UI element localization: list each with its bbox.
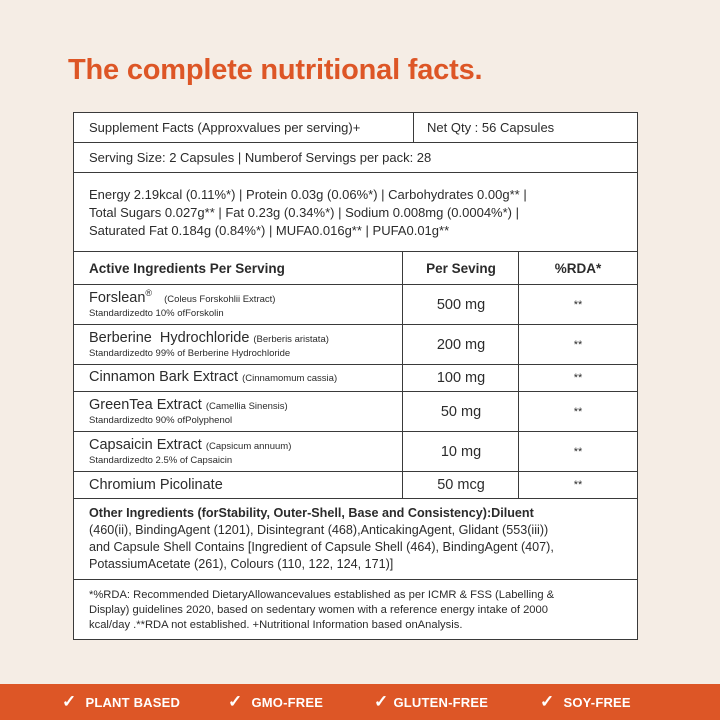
check-icon: ✓ xyxy=(374,692,389,711)
ingredient-name: Chromium Picolinate xyxy=(89,477,223,493)
nutrition-line: Total Sugars 0.027g** | Fat 0.23g (0.34%*) | Sodium 0.008mg (0.0004%*) | xyxy=(89,205,519,220)
ingredients-header-row xyxy=(74,252,637,285)
ingredient-rda: ** xyxy=(573,338,583,351)
other-ingredients-row xyxy=(74,499,637,580)
page-title: The complete nutritional facts. xyxy=(68,54,483,86)
divider xyxy=(413,113,414,142)
ingredient-amount: 500 mg xyxy=(436,296,486,313)
check-icon: ✓ xyxy=(540,692,555,711)
ingredient-row xyxy=(74,285,637,325)
footnote-line: *%RDA: Recommended DietaryAllowancevalues established as per ICMR & FSS (Labelling & xyxy=(89,588,555,601)
check-icon: ✓ xyxy=(62,692,77,711)
ingredient-name: Cinnamon Bark Extract xyxy=(89,369,239,385)
ingredient-amount: 50 mg xyxy=(440,403,482,420)
ingredient-name: GreenTea Extract xyxy=(89,396,202,413)
ingredient-standardization: Standardizedto 90% ofPolyphenol xyxy=(89,414,233,426)
column-header-rda: %RDA* xyxy=(554,260,602,276)
badge-label: SOY-FREE xyxy=(563,694,631,710)
ingredient-scientific-name: (Berberis aristata) xyxy=(253,333,329,345)
nutrition-info xyxy=(89,186,527,240)
ingredient-rda: ** xyxy=(573,479,583,491)
ingredient-row xyxy=(74,392,637,432)
badge-gluten-free xyxy=(374,684,488,720)
badge-label: GLUTEN-FREE xyxy=(393,694,489,710)
check-icon: ✓ xyxy=(228,692,243,711)
footnote xyxy=(89,588,554,633)
ingredient-scientific-name: (Capsicum annuum) xyxy=(205,440,292,452)
badge-plant-based xyxy=(62,684,180,720)
net-qty: Net Qty : 56 Capsules xyxy=(427,120,555,135)
footnote-row xyxy=(74,580,637,640)
ingredient-scientific-name: (Cinnamomum cassia) xyxy=(242,373,338,384)
features-band xyxy=(0,684,720,720)
badge-label: PLANT BASED xyxy=(85,694,181,710)
ingredient-rda: ** xyxy=(573,298,583,311)
ingredient-standardization: Standardizedto 2.5% of Capsaicin xyxy=(89,454,233,466)
other-ingredients-label: Other Ingredients (forStability, Outer-Shell, Base and Consistency):Diluent xyxy=(89,506,534,520)
facts-header-row xyxy=(74,113,637,143)
other-ingredients-line: PotassiumAcetate (261), Colours (110, 122, 124, 171)] xyxy=(89,557,394,571)
other-ingredients xyxy=(89,505,554,573)
other-ingredients-line: (460(ii), BindingAgent (1201), Disintegrant (468),AnticakingAgent, Glidant (553(iii)) xyxy=(89,523,549,537)
ingredient-amount: 10 mg xyxy=(440,443,482,460)
ingredient-scientific-name: (Camellia Sinensis) xyxy=(205,400,288,412)
ingredient-name: Berberine Hydrochloride xyxy=(89,329,250,346)
badge-label: GMO-FREE xyxy=(251,694,324,710)
nutrition-line: Energy 2.19kcal (0.11%*) | Protein 0.03g (0.06%*) | Carbohydrates 0.00g** | xyxy=(89,187,527,202)
nutrition-row xyxy=(74,173,637,252)
ingredient-standardization: Standardizedto 10% ofForskolin xyxy=(89,307,224,319)
column-header-ingredient: Active Ingredients Per Serving xyxy=(89,260,285,276)
other-ingredients-line: and Capsule Shell Contains [Ingredient of Capsule Shell (464), BindingAgent (407), xyxy=(89,540,554,554)
ingredient-name: Capsaicin Extract xyxy=(89,436,202,453)
supplement-facts-table xyxy=(73,112,638,640)
ingredient-row xyxy=(74,432,637,472)
ingredient-scientific-name: (Coleus Forskohlii Extract) xyxy=(164,293,276,305)
badge-soy-free xyxy=(540,684,631,720)
ingredient-row xyxy=(74,472,637,499)
ingredient-name: Forslean xyxy=(89,289,146,306)
registered-mark: ® xyxy=(145,287,153,298)
ingredient-row xyxy=(74,325,637,365)
supplement-facts-label: Supplement Facts (Approxvalues per serving)+ xyxy=(89,120,361,135)
column-header-amount: Per Seving xyxy=(426,260,496,276)
badge-gmo-free xyxy=(228,684,323,720)
footnote-line: kcal/day .**RDA not established. +Nutritional Information based onAnalysis. xyxy=(89,618,463,631)
ingredient-amount: 100 mg xyxy=(436,370,486,386)
ingredient-row xyxy=(74,365,637,392)
footnote-line: Display) guidelines 2020, based on sedentary women with a reference energy intake of 2000 xyxy=(89,603,548,616)
nutrition-line: Saturated Fat 0.184g (0.84%*) | MUFA0.016g** | PUFA0.01g** xyxy=(89,223,450,238)
ingredient-amount: 50 mcg xyxy=(437,477,485,493)
serving-size: Serving Size: 2 Capsules | Numberof Servings per pack: 28 xyxy=(89,150,432,165)
ingredient-rda: ** xyxy=(573,405,583,418)
serving-row xyxy=(74,143,637,173)
ingredient-amount: 200 mg xyxy=(436,336,486,353)
ingredient-standardization: Standardizedto 99% of Berberine Hydrochloride xyxy=(89,347,291,359)
ingredient-rda: ** xyxy=(573,445,583,458)
ingredient-rda: ** xyxy=(573,372,583,384)
